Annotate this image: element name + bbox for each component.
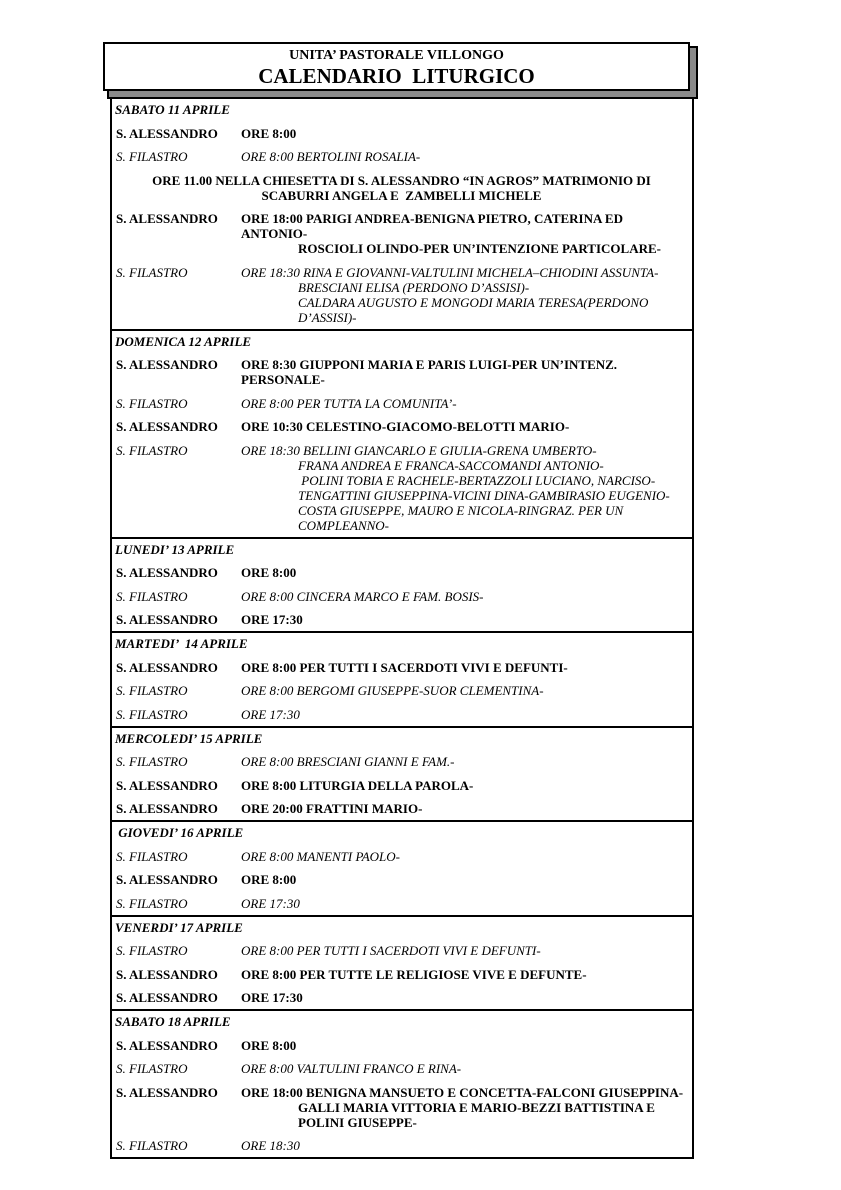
day-header: MARTEDI’ 14 APRILE (115, 636, 248, 651)
mass-lines (241, 990, 688, 1005)
mass-line: ORE 18:30 BELLINI GIANCARLO E GIULIA-GRENA UMBERTO- (241, 442, 597, 458)
mass-line: ORE 8:00 VALTULINI FRANCO E RINA- (241, 1061, 462, 1076)
mass-row (115, 612, 688, 627)
mass-line: GALLI MARIA VITTORIA E MARIO-BEZZI BATTISTINA E (298, 1099, 655, 1115)
mass-lines (241, 419, 688, 434)
mass-row (115, 943, 688, 958)
church-name: S. FILASTRO (116, 1061, 188, 1076)
church-name: S. FILASTRO (116, 943, 188, 958)
mass-lines (241, 265, 688, 325)
mass-row (115, 265, 688, 325)
header-subtitle: UNITA’ PASTORALE VILLONGO (289, 48, 504, 63)
mass-lines (241, 211, 688, 256)
church-name: S. FILASTRO (116, 395, 188, 411)
mass-row (115, 357, 688, 387)
mass-row (115, 849, 688, 864)
mass-line: CALDARA AUGUSTO E MONGODI MARIA TERESA(PERDONO D’ASSISI)- (298, 294, 652, 325)
mass-line: ORE 11.00 NELLA CHIESETTA DI S. ALESSANDRO “IN AGROS” MATRIMONIO DI (152, 172, 651, 188)
church-name: S. ALESSANDRO (116, 966, 218, 982)
day-section (112, 726, 692, 821)
mass-line: ORE 8:00 (241, 1037, 297, 1053)
mass-lines (241, 565, 688, 580)
church-name: S. FILASTRO (116, 895, 188, 911)
mass-lines (241, 396, 688, 411)
mass-line: BRESCIANI ELISA (PERDONO D’ASSISI)- (298, 279, 530, 295)
mass-row (115, 565, 688, 580)
mass-line: ORE 17:30 (241, 706, 300, 722)
day-header: MERCOLEDI’ 15 APRILE (115, 730, 263, 746)
mass-row (115, 443, 688, 533)
day-section (112, 537, 692, 632)
mass-lines (241, 1085, 688, 1130)
mass-line: ORE 10:30 CELESTINO-GIACOMO-BELOTTI MARIO- (241, 419, 570, 434)
church-name: S. ALESSANDRO (116, 777, 218, 793)
mass-row (115, 683, 688, 698)
mass-lines (241, 683, 688, 698)
church-name: S. FILASTRO (116, 848, 188, 864)
mass-row (115, 896, 688, 911)
mass-row (115, 967, 688, 982)
day-section (112, 820, 692, 915)
church-name: S. ALESSANDRO (116, 211, 218, 226)
day-header: DOMENICA 12 APRILE (115, 333, 252, 349)
mass-lines (241, 126, 688, 141)
church-name: S. ALESSANDRO (116, 1037, 218, 1053)
mass-row (115, 126, 688, 141)
day-section (112, 329, 692, 537)
mass-lines (241, 849, 688, 864)
mass-lines (241, 1038, 688, 1053)
mass-row (115, 1061, 688, 1076)
mass-line: POLINI TOBIA E RACHELE-BERTAZZOLI LUCIANO, NARCISO- (298, 472, 656, 488)
church-name: S. FILASTRO (116, 683, 188, 698)
mass-lines (241, 967, 688, 982)
church-name: S. ALESSANDRO (116, 990, 218, 1005)
church-name: S. FILASTRO (116, 1138, 188, 1153)
mass-line: ORE 8:00 PER TUTTI I SACERDOTI VIVI E DEFUNTI- (241, 943, 541, 958)
mass-row (115, 419, 688, 434)
mass-line: ORE 18:00 PARIGI ANDREA-BENIGNA PIETRO, CATERINA ED ANTONIO- (241, 211, 626, 241)
mass-line: ORE 17:30 (241, 612, 303, 627)
church-name: S. FILASTRO (116, 588, 188, 604)
day-header: SABATO 11 APRILE (115, 102, 230, 117)
church-name: S. ALESSANDRO (116, 1084, 218, 1100)
mass-row (115, 660, 688, 675)
mass-line: ROSCIOLI OLINDO-PER UN’INTENZIONE PARTICOLARE- (298, 241, 661, 256)
mass-line: ORE 8:00 PER TUTTI I SACERDOTI VIVI E DEFUNTI- (241, 659, 568, 675)
mass-line: ORE 18:30 RINA E GIOVANNI-VALTULINI MICHELA–CHIODINI ASSUNTA- (241, 264, 659, 280)
day-header: LUNEDI’ 13 APRILE (115, 541, 235, 557)
day-header: SABATO 18 APRILE (115, 1014, 231, 1029)
church-name: S. ALESSANDRO (116, 357, 218, 372)
mass-line: ORE 8:00 LITURGIA DELLA PAROLA- (241, 777, 474, 793)
mass-line: ORE 17:30 (241, 895, 300, 911)
church-name: S. ALESSANDRO (116, 565, 218, 580)
mass-row (115, 872, 688, 887)
mass-lines (241, 707, 688, 722)
mass-line: ORE 8:00 CINCERA MARCO E FAM. BOSIS- (241, 588, 484, 604)
mass-line: ORE 8:00 (241, 872, 297, 887)
mass-line: ORE 8:00 PER TUTTE LE RELIGIOSE VIVE E DEFUNTE- (241, 966, 587, 982)
page-title: CALENDARIO LITURGICO (258, 64, 535, 88)
church-name: S. FILASTRO (116, 442, 188, 458)
church-name: S. FILASTRO (116, 264, 188, 280)
mass-line: TENGATTINI GIUSEPPINA-VICINI DINA-GAMBIRASIO EUGENIO- (298, 487, 670, 503)
church-name: S. ALESSANDRO (116, 612, 218, 627)
mass-line: ORE 8:00 (241, 125, 297, 141)
day-section (112, 915, 692, 1010)
mass-line: ORE 8:00 BRESCIANI GIANNI E FAM.- (241, 754, 455, 769)
mass-line: ORE 8:00 BERGOMI GIUSEPPE-SUOR CLEMENTINA- (241, 683, 544, 698)
mass-row (115, 1038, 688, 1053)
church-name: S. ALESSANDRO (116, 419, 218, 434)
mass-lines (241, 660, 688, 675)
mass-row (115, 211, 688, 256)
mass-line: ORE 8:00 BERTOLINI ROSALIA- (241, 149, 421, 164)
mass-row (115, 707, 688, 722)
mass-row (115, 990, 688, 1005)
mass-row (115, 801, 688, 816)
document-header-box (103, 42, 690, 91)
mass-lines (241, 149, 688, 164)
mass-lines (241, 778, 688, 793)
day-section (112, 631, 692, 726)
day-section (112, 1009, 692, 1157)
mass-line: ORE 8:00 (241, 565, 297, 580)
liturgical-calendar-table (110, 97, 694, 1159)
mass-line: ORE 18:00 BENIGNA MANSUETO E CONCETTA-FALCONI GIUSEPPINA- (241, 1084, 684, 1100)
mass-line: POLINI GIUSEPPE- (298, 1114, 417, 1130)
mass-lines (241, 443, 688, 533)
church-name: S. ALESSANDRO (116, 872, 218, 887)
mass-row (115, 778, 688, 793)
mass-lines (241, 943, 688, 958)
church-name: S. ALESSANDRO (116, 125, 218, 141)
mass-lines (241, 872, 688, 887)
day-section (112, 99, 692, 329)
church-name: S. FILASTRO (116, 754, 188, 769)
mass-line: ORE 17:30 (241, 990, 303, 1005)
mass-lines (241, 1061, 688, 1076)
mass-row (115, 754, 688, 769)
mass-line: ORE 18:30 (241, 1138, 300, 1153)
mass-row (115, 589, 688, 604)
mass-row (115, 149, 688, 164)
mass-lines (241, 1138, 688, 1153)
mass-row (115, 1138, 688, 1153)
mass-line: ORE 8:30 GIUPPONI MARIA E PARIS LUIGI-PER UN’INTENZ. PERSONALE- (241, 357, 624, 387)
church-name: S. ALESSANDRO (116, 801, 218, 816)
mass-lines (241, 612, 688, 627)
mass-line: SCABURRI ANGELA E ZAMBELLI MICHELE (261, 187, 542, 203)
mass-line: ORE 8:00 PER TUTTA LA COMUNITA’- (241, 395, 457, 411)
mass-lines (241, 589, 688, 604)
mass-line: ORE 8:00 MANENTI PAOLO- (241, 848, 401, 864)
church-name: S. ALESSANDRO (116, 659, 218, 675)
mass-line: COSTA GIUSEPPE, MAURO E NICOLA-RINGRAZ. PER UN COMPLEANNO- (298, 502, 627, 533)
mass-line: ORE 20:00 FRATTINI MARIO- (241, 801, 423, 816)
mass-row (115, 1085, 688, 1130)
church-name: S. FILASTRO (116, 149, 188, 164)
mass-lines (241, 896, 688, 911)
mass-line: FRANA ANDREA E FRANCA-SACCOMANDI ANTONIO- (298, 457, 604, 473)
day-header: VENERDI’ 17 APRILE (115, 919, 243, 935)
mass-lines (241, 357, 688, 387)
wedding-announcement (115, 173, 688, 203)
church-name: S. FILASTRO (116, 706, 188, 722)
mass-row (115, 396, 688, 411)
day-header: GIOVEDI’ 16 APRILE (115, 825, 244, 840)
mass-lines (241, 801, 688, 816)
mass-lines (241, 754, 688, 769)
